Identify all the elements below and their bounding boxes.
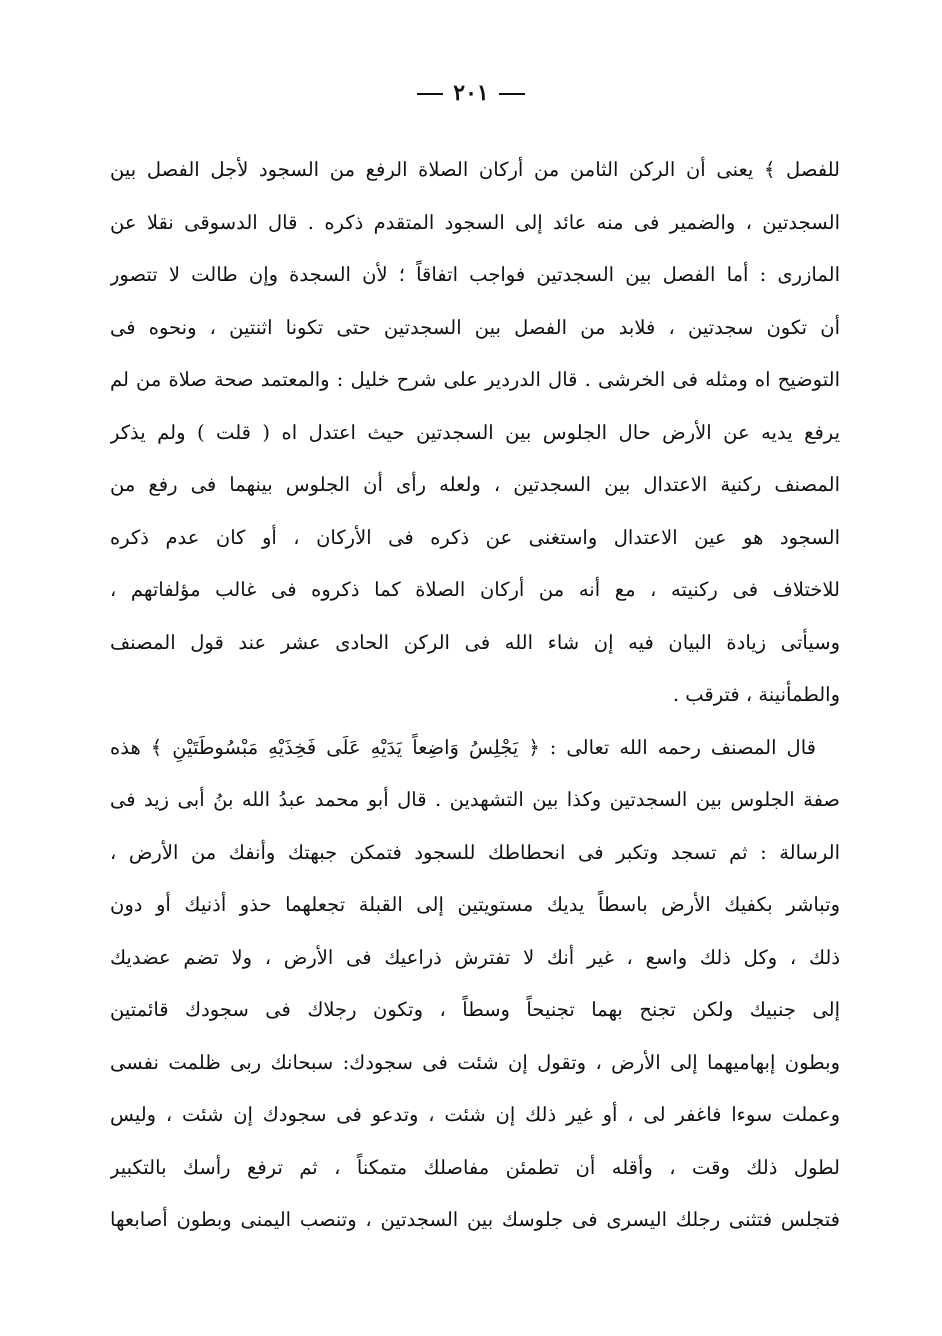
text-line: السجود هو عين الاعتدال واستغنى عن ذكره فى الأركان ، أو كان عدم ذكره	[110, 525, 840, 549]
text-line: وتباشر بكفيك الأرض باسطاً يديك مستويتين إلى القبلة تجعلهما حذو أذنيك أو دون	[110, 893, 840, 916]
page-number: ٢٠١	[453, 80, 489, 106]
text-line: ذلك ، وكل ذلك واسع ، غير أنك لا تفترش ذراعيك فى الأرض ، ولا تضم عضديك	[110, 945, 840, 969]
page-number-header	[0, 80, 942, 106]
text-line: يرفع يديه عن الأرض حال الجلوس بين السجدتين حيث اعتدل اه ( قلت ) ولم يذكر	[110, 420, 840, 444]
page-number-dash-right	[499, 93, 525, 95]
paragraph-1	[110, 150, 840, 728]
text-line: المازرى : أما الفصل بين السجدتين فواجب اتفاقاً ؛ لأن السجدة وإن طالت لا تتصور	[110, 263, 840, 286]
text-line: فتجلس فتثنى رجلك اليسرى فى جلوسك بين السجدتين ، وتنصب اليمنى وبطون أصابعها	[110, 1208, 840, 1231]
text-line: صفة الجلوس بين السجدتين وكذا بين التشهدين . قال أبو محمد عبدُ الله بنُ أبى زيد فى	[110, 788, 840, 811]
text-line: وبطون إبهاميهما إلى الأرض ، وتقول إن شئت فى سجودك: سبحانك ربى ظلمت نفسى	[110, 1050, 840, 1074]
text-line: وسيأتى زيادة البيان فيه إن شاء الله فى الركن الحادى عشر عند قول المصنف	[110, 630, 840, 654]
text-line: المصنف ركنية الاعتدال بين السجدتين ، ولعله رأى أن الجلوس بينهما فى رفع من	[110, 473, 840, 496]
text-line: الرسالة : ثم تسجد وتكبر فى انحطاطك للسجود فتمكن جبهتك وأنفك من الأرض ،	[110, 840, 840, 864]
text-line: أن تكون سجدتين ، فلابد من الفصل بين السجدتين حتى تكونا اثنتين ، ونحوه فى	[110, 315, 840, 339]
text-line: والطمأنينة ، فترقب .	[672, 683, 840, 706]
paragraph-2	[110, 728, 840, 1253]
body-text	[110, 150, 840, 1253]
text-line: للفصل ﴾ يعنى أن الركن الثامن من أركان الصلاة الرفع من السجود لأجل الفصل بين	[110, 158, 840, 181]
text-line: قال المصنف رحمه الله تعالى : ﴿ يَجْلِسُ وَاضِعاً يَدَيْهِ عَلَى فَخِذَيْهِ مَبْسُوطَتَيْنِ ﴾ هذه	[110, 735, 816, 759]
text-line: لطول ذلك وقت ، وأقله أن تطمئن مفاصلك متمكناً ، ثم ترفع رأسك بالتكبير	[110, 1155, 840, 1179]
page-number-dash-left	[417, 93, 443, 95]
text-line: للاختلاف فى ركنيته ، مع أنه من أركان الصلاة كما ذكروه فى غالب مؤلفاتهم ،	[110, 578, 840, 601]
text-line: السجدتين ، والضمير فى منه عائد إلى السجود المتقدم ذكره . قال الدسوقى نقلا عن	[110, 210, 840, 234]
text-line: التوضيح اه ومثله فى الخرشى . قال الدردير على شرح خليل : والمعتمد صحة صلاة من لم	[110, 368, 840, 391]
text-line: إلى جنبيك ولكن تجنح بهما تجنيحاً وسطاً ، وتكون رجلاك فى سجودك قائمتين	[110, 998, 840, 1021]
text-line: وعملت سوءا فاغفر لى ، أو غير ذلك إن شئت ، وتدعو فى سجودك إن شئت ، وليس	[110, 1103, 840, 1126]
